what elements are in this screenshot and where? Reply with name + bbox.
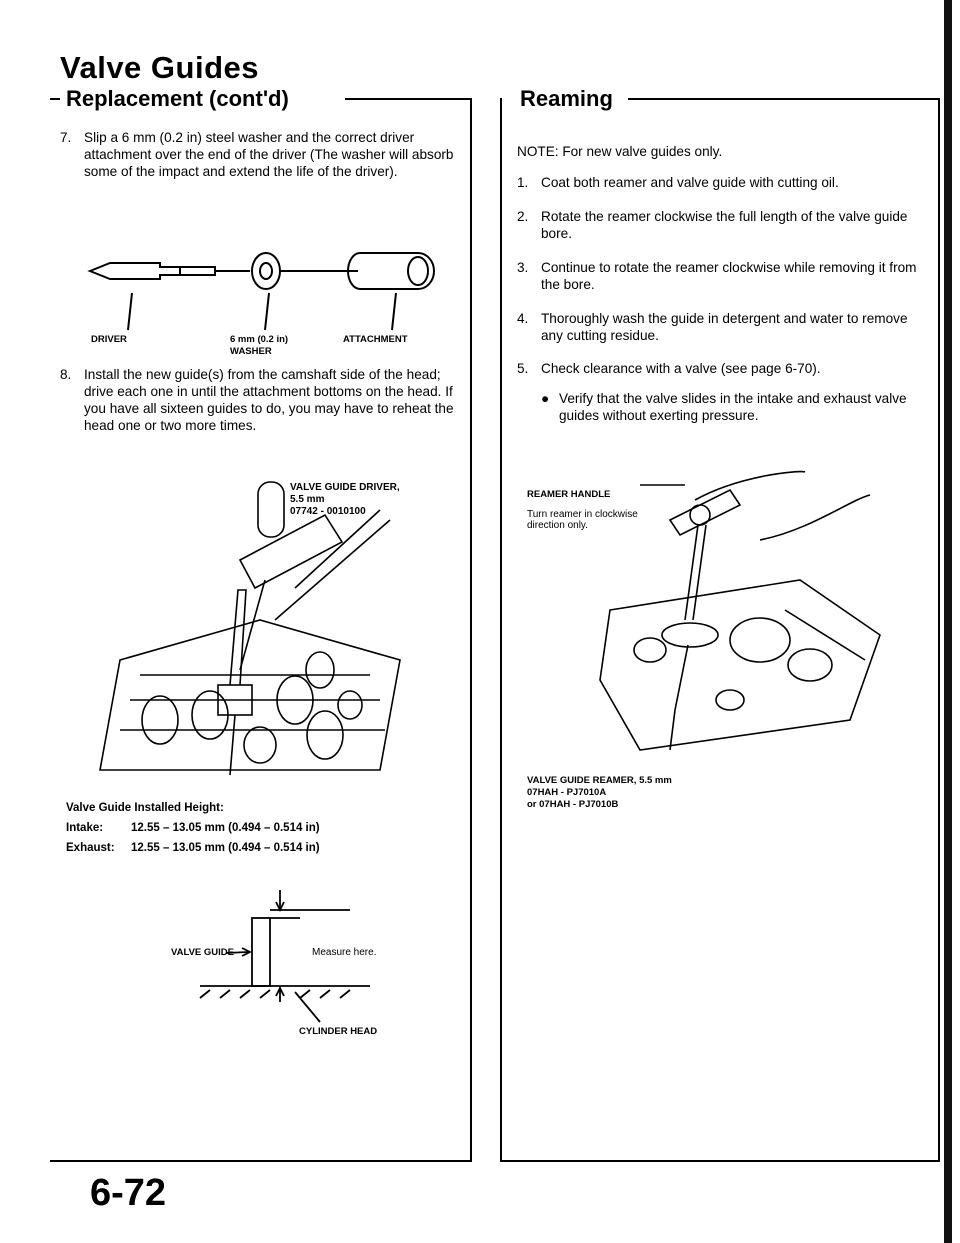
step-text: Continue to rotate the reamer clockwise while removing it from the bore. xyxy=(541,260,917,292)
step-7 xyxy=(60,129,465,180)
reaming-step-5 xyxy=(517,360,927,377)
bullet-dot-icon: ● xyxy=(541,391,550,406)
step-number: 4. xyxy=(517,311,529,326)
spec-intake-value: 12.55 – 13.05 mm (0.494 – 0.514 in) xyxy=(131,822,320,834)
reaming-note: NOTE: For new valve guides only. xyxy=(517,144,723,159)
label-guide-reamer-1: VALVE GUIDE REAMER, 5.5 mm xyxy=(527,775,672,786)
label-driver: DRIVER xyxy=(91,334,127,345)
label-reamer-handle: REAMER HANDLE xyxy=(527,489,611,500)
step-text: Check clearance with a valve (see page 6-70). xyxy=(541,361,821,376)
reaming-step-3 xyxy=(517,259,927,293)
step-text: Rotate the reamer clockwise the full length of the valve guide bore. xyxy=(541,209,908,241)
page-number: 6-72 xyxy=(90,1172,167,1214)
label-cylinder-head: CYLINDER HEAD xyxy=(299,1026,378,1037)
label-washer-size: 6 mm (0.2 in) xyxy=(230,334,289,345)
reaming-step-1 xyxy=(517,174,927,191)
reamer-illustration xyxy=(580,460,930,770)
page-title: Valve Guides xyxy=(60,50,259,85)
driver-washer-attachment-figure xyxy=(80,225,460,335)
label-measure-here: Measure here. xyxy=(312,947,377,958)
step-number: 2. xyxy=(517,209,529,224)
label-guide-reamer-3: or 07HAH - PJ7010B xyxy=(527,799,619,810)
section-heading-reaming: Reaming xyxy=(514,86,619,112)
label-attachment: ATTACHMENT xyxy=(343,334,408,345)
step-8 xyxy=(60,366,465,434)
label-guide-driver-3: 07742 - 0010100 xyxy=(290,506,366,517)
label-guide-driver-2: 5.5 mm xyxy=(290,494,325,505)
reaming-bullet xyxy=(541,390,926,424)
step-number: 7. xyxy=(60,130,72,145)
left-panel-left-tick xyxy=(50,98,60,100)
reaming-step-4 xyxy=(517,310,927,344)
step-number: 1. xyxy=(517,175,529,190)
label-guide-reamer-2: 07HAH - PJ7010A xyxy=(527,787,607,798)
step-number: 8. xyxy=(60,367,72,382)
step-text: Slip a 6 mm (0.2 in) steel washer and the correct driver attachment over the end of the driver (The washer will absorb some of the impact and extend the life of the driver). xyxy=(84,130,454,179)
spec-title: Valve Guide Installed Height: xyxy=(66,802,224,814)
left-panel-top-rule xyxy=(345,98,472,100)
step-text: Thoroughly wash the guide in detergent and water to remove any cutting residue. xyxy=(541,311,908,343)
step-number: 3. xyxy=(517,260,529,275)
spec-exhaust-value: 12.55 – 13.05 mm (0.494 – 0.514 in) xyxy=(131,842,320,854)
label-turn-reamer: Turn reamer in clockwise direction only. xyxy=(527,509,638,531)
reaming-step-2 xyxy=(517,208,927,242)
step-text: Install the new guide(s) from the camshaft side of the head; drive each one in until the attachment bottoms on the head. If you have all sixteen guides to do, you may have to reheat the head one or two more times. xyxy=(84,367,454,433)
spec-intake-label: Intake: xyxy=(66,822,104,834)
spec-exhaust-label: Exhaust: xyxy=(66,842,115,854)
right-panel-top-rule xyxy=(628,98,938,100)
label-valve-guide: VALVE GUIDE xyxy=(171,947,234,958)
bullet-text: Verify that the valve slides in the intake and exhaust valve guides without exerting pressure. xyxy=(559,391,907,423)
label-washer: WASHER xyxy=(230,346,272,357)
step-text: Coat both reamer and valve guide with cutting oil. xyxy=(541,175,839,190)
label-guide-driver-1: VALVE GUIDE DRIVER, xyxy=(290,482,400,493)
section-heading-replacement: Replacement (cont'd) xyxy=(60,86,295,112)
page-edge-bar xyxy=(944,0,952,1243)
step-number: 5. xyxy=(517,361,529,376)
